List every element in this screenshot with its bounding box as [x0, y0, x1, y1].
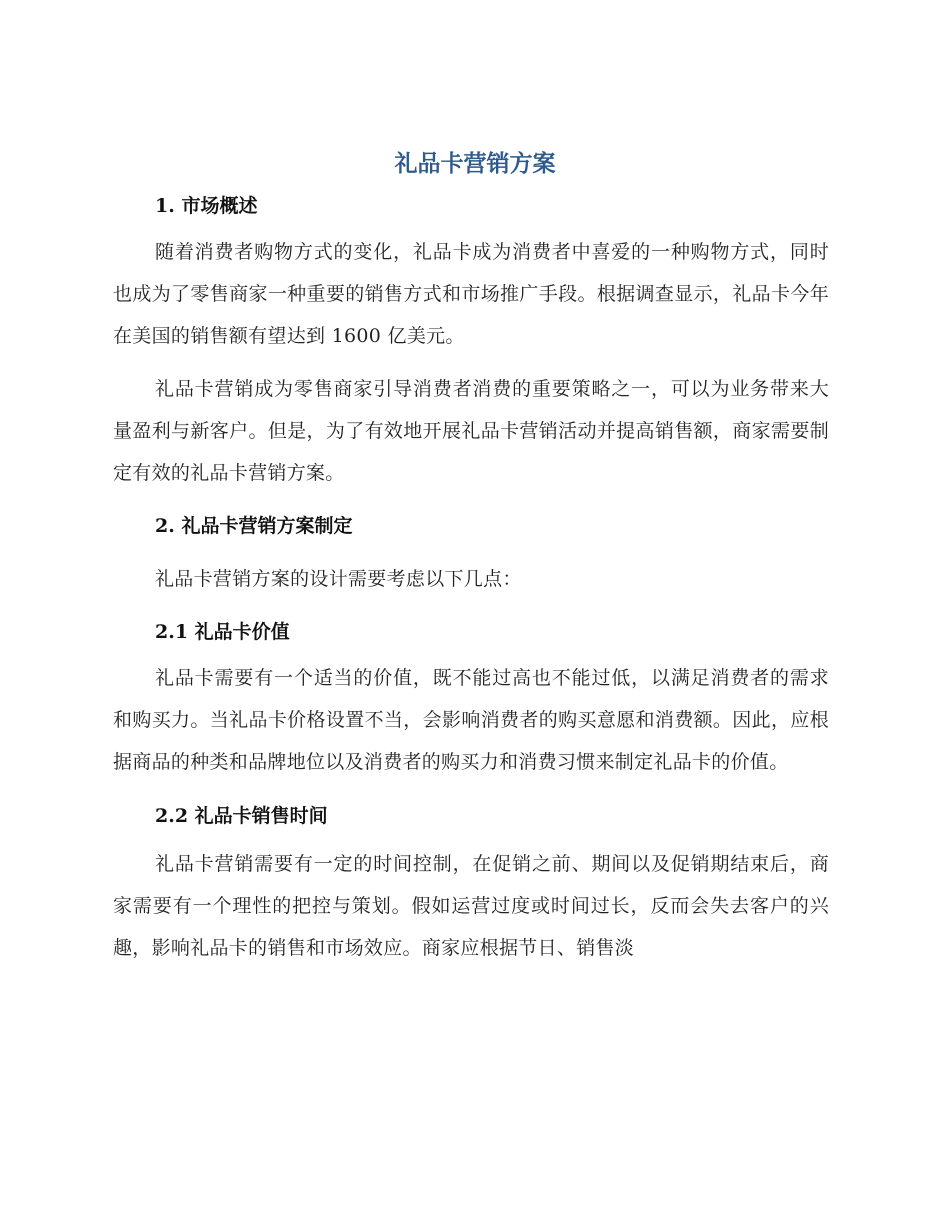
section-heading-sales-time: 2.2 礼品卡销售时间 — [155, 805, 328, 827]
paragraph: 礼品卡营销成为零售商家引导消费者消费的重要策略之一，可以为业务带来大量盈利与新客户。但是，为了有效地开展礼品卡营销活动并提高销售额，商家需要制定有效的礼品卡营销方案。 — [113, 378, 829, 484]
section-heading-card-value: 2.1 礼品卡价值 — [155, 621, 290, 643]
paragraph: 礼品卡营销方案的设计需要考虑以下几点： — [155, 568, 522, 590]
document-body — [113, 188, 829, 969]
paragraph: 礼品卡营销需要有一定的时间控制，在促销之前、期间以及促销期结束后，商家需要有一个理性的把控与策划。假如运营过度或时间过长，反而会失去客户的兴趣，影响礼品卡的销售和市场效应。商家应根据节日、销售淡 — [113, 853, 829, 959]
paragraph: 礼品卡需要有一个适当的价值，既不能过高也不能过低，以满足消费者的需求和购买力。当礼品卡价格设置不当，会影响消费者的购买意愿和消费额。因此，应根据商品的种类和品牌地位以及消费者的购买力和消费习惯来制定礼品卡的价值。 — [113, 667, 829, 773]
document-title: 礼品卡营销方案 — [394, 150, 556, 177]
section-heading-market-overview: 1. 市场概述 — [155, 195, 258, 217]
paragraph: 随着消费者购物方式的变化，礼品卡成为消费者中喜爱的一种购物方式，同时也成为了零售商家一种重要的销售方式和市场推广手段。根据调查显示，礼品卡今年在美国的销售额有望达到 1600 亿美元。 — [113, 241, 829, 347]
section-heading-plan-design: 2. 礼品卡营销方案制定 — [155, 515, 353, 537]
